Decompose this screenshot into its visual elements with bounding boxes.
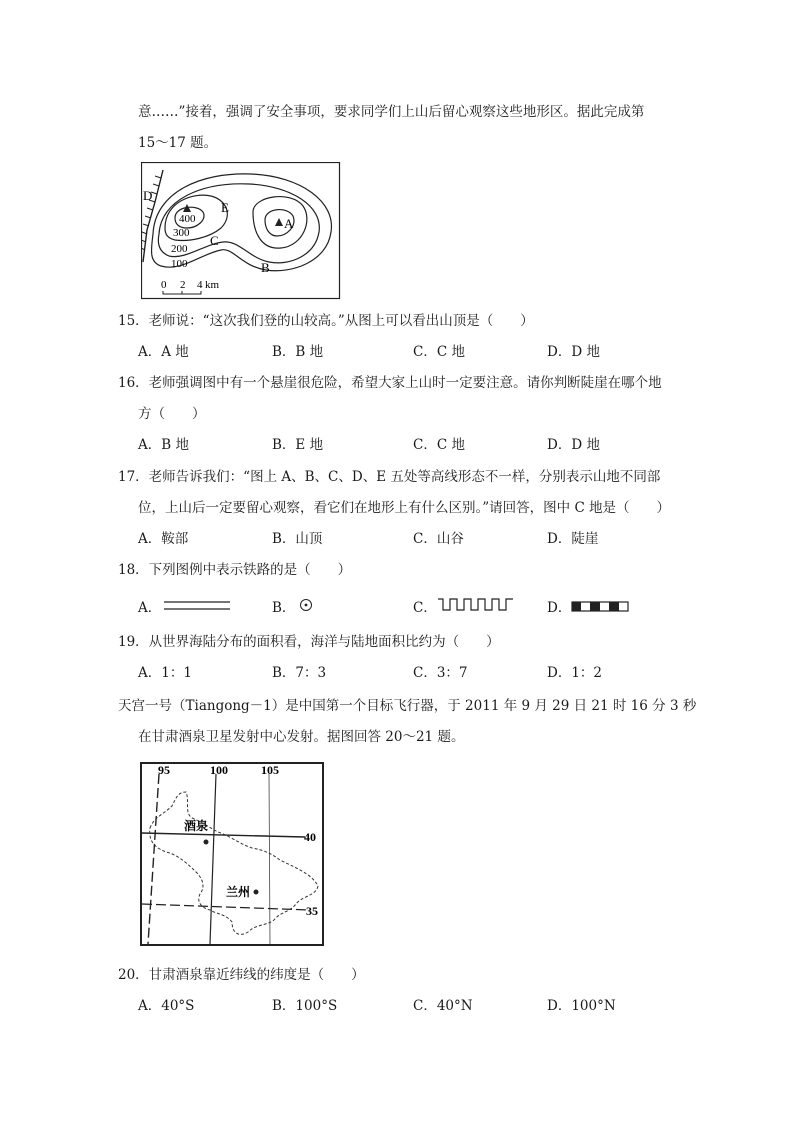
scale-4: 4 [197, 279, 203, 291]
q19-option-b: B．7：3 [272, 665, 327, 681]
lon-100: 100 [210, 763, 228, 777]
lon-95: 95 [158, 763, 170, 777]
q15-option-a: A．A 地 [138, 344, 189, 360]
passage2-line-2: 在甘肃酒泉卫星发射中心发射。据图回答 20～21 题。 [138, 729, 465, 745]
q18-option-a: A． [138, 600, 162, 616]
lat-40: 40 [304, 830, 316, 844]
intro-line-1: 意……”接着，强调了安全事项，要求同学们上山后留心观察这些地形区。据此完成第 [138, 104, 645, 120]
q20-option-c: C．40°N [413, 998, 473, 1014]
label-A: A [284, 216, 294, 231]
railway-symbol [571, 601, 629, 613]
contour-label-100: 100 [171, 258, 188, 270]
contour-label-300: 300 [173, 227, 190, 239]
lat-35: 35 [306, 904, 318, 918]
intro-line-2: 15～17 题。 [138, 135, 218, 151]
q16-stem-line-2: 方（ ） [138, 406, 206, 422]
contour-map [141, 162, 341, 304]
scale-unit: km [205, 279, 220, 291]
q15-option-d: D．D 地 [547, 344, 600, 360]
q20-stem: 20．甘肃酒泉靠近纬线的纬度是（ ） [118, 967, 365, 983]
circle-dot-symbol [299, 598, 313, 612]
q20-option-d: D．100°N [547, 998, 616, 1014]
q17-option-d: D．陡崖 [547, 531, 599, 547]
scale-0: 0 [161, 279, 167, 291]
q18-option-c: C． [413, 600, 437, 616]
q16-option-d: D．D 地 [547, 437, 600, 453]
q16-option-c: C．C 地 [413, 437, 465, 453]
q17-stem-line-2: 位，上山后一定要留心观察，看它们在地形上有什么区别。”请回答，图中 C 地是（ ） [138, 500, 671, 516]
square-wave-symbol [437, 597, 515, 613]
q15-stem: 15．老师说：“这次我们登的山较高。”从图上可以看出山顶是（ ） [118, 313, 534, 329]
q19-stem: 19．从世界海陆分布的面积看，海洋与陆地面积比约为（ ） [118, 634, 500, 650]
q17-option-b: B．山顶 [272, 531, 323, 547]
q16-option-a: A．B 地 [138, 437, 189, 453]
contour-label-400: 400 [179, 213, 196, 225]
q16-option-b: B．E 地 [272, 437, 324, 453]
city-label-jiuquan: 酒泉 [184, 819, 209, 833]
q19-option-c: C．3：7 [413, 665, 468, 681]
q20-option-b: B．100°S [272, 998, 338, 1014]
double-line-symbol [163, 599, 231, 613]
contour-label-200: 200 [171, 243, 188, 255]
q15-option-b: B．B 地 [272, 344, 324, 360]
q18-option-d: D． [547, 600, 572, 616]
q18-option-b: B． [272, 600, 296, 616]
q17-option-c: C．山谷 [413, 531, 464, 547]
label-B: B [261, 260, 270, 275]
q19-option-a: A．1：1 [138, 665, 192, 681]
gansu-map [140, 762, 324, 950]
label-D: D [143, 188, 153, 203]
label-E: E [221, 200, 229, 215]
lon-105: 105 [261, 763, 279, 777]
q15-option-c: C．C 地 [413, 344, 465, 360]
q17-stem-line-1: 17．老师告诉我们：“图上 A、B、C、D、E 五处等高线形态不一样，分别表示山地不同部 [118, 469, 661, 485]
label-C: C [210, 233, 219, 248]
passage2-line-1: 天宫一号（Tiangong－1）是中国第一个目标飞行器，于 2011 年 9 月 29 日 21 时 16 分 3 秒 [118, 698, 697, 714]
city-label-lanzhou: 兰州 [226, 885, 251, 899]
scale-2: 2 [180, 279, 186, 291]
q20-option-a: A．40°S [138, 998, 195, 1014]
q18-stem: 18．下列图例中表示铁路的是（ ） [118, 562, 352, 578]
q16-stem-line-1: 16．老师强调图中有一个悬崖很危险，希望大家上山时一定要注意。请你判断陡崖在哪个地 [118, 375, 662, 391]
q19-option-d: D．1：2 [547, 665, 603, 681]
q17-option-a: A．鞍部 [138, 531, 189, 547]
